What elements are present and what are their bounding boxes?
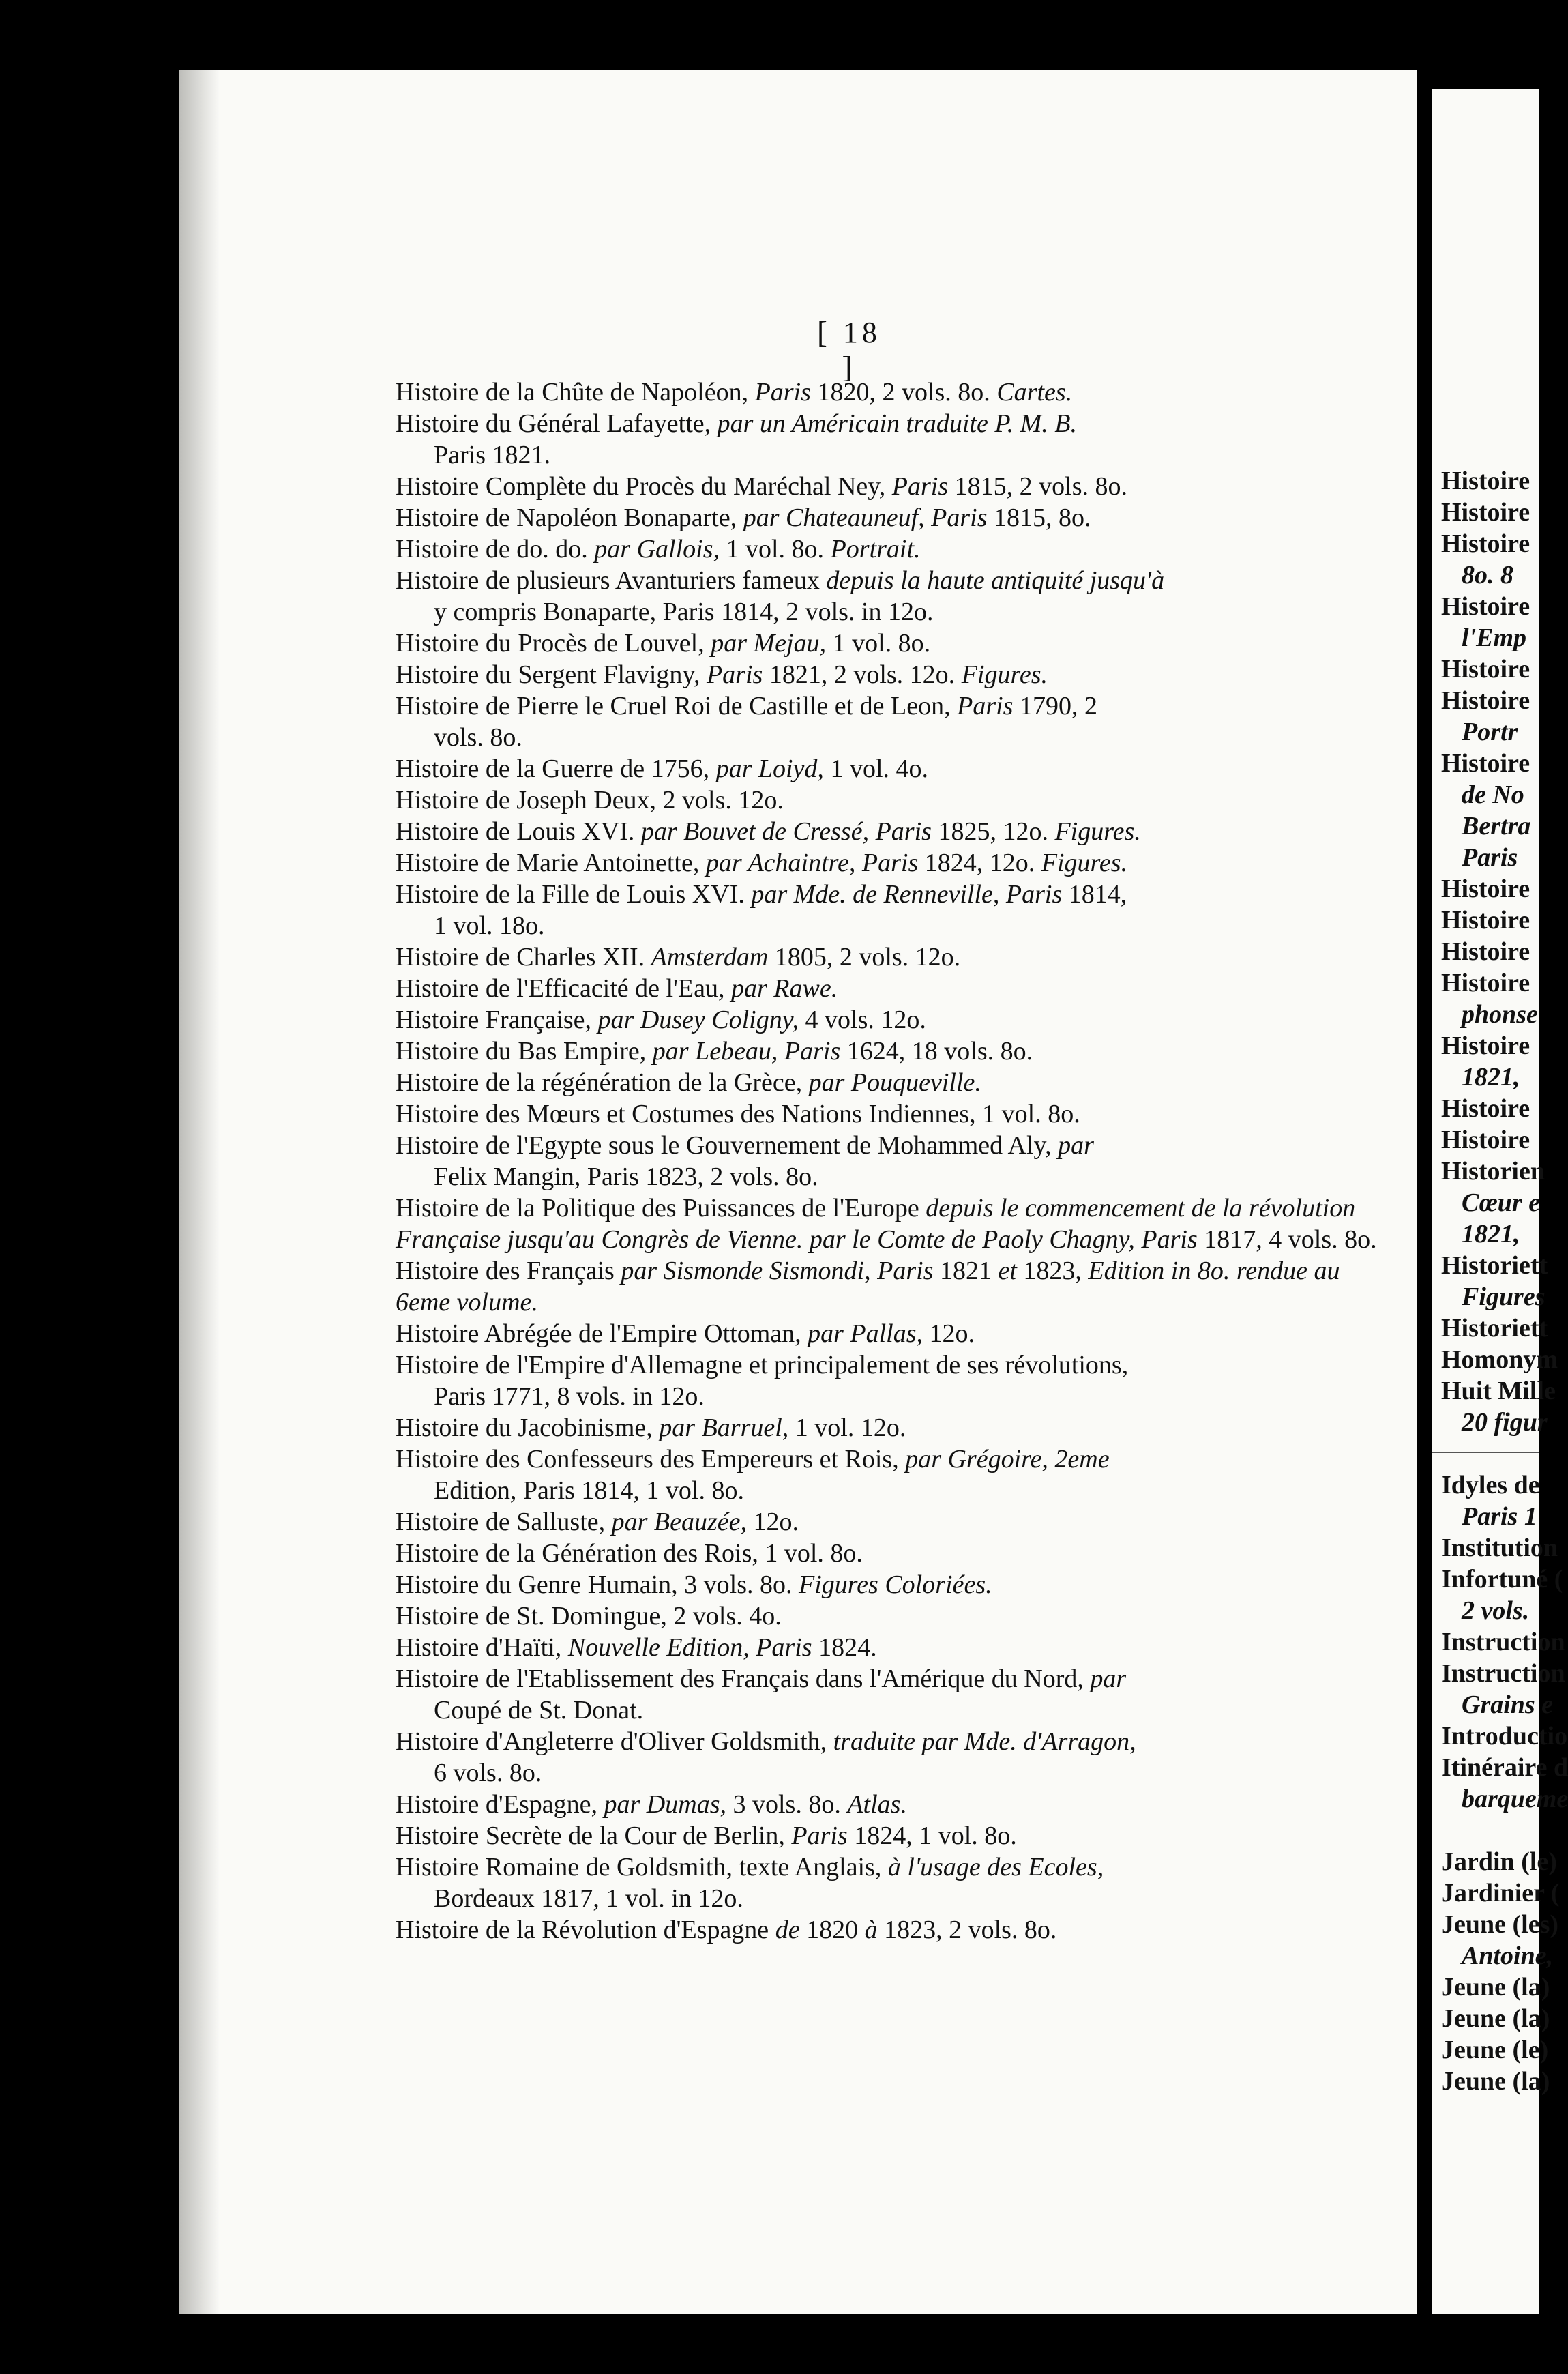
entry-text: Histoire Romaine de Goldsmith, texte Anglais, [396,1853,888,1881]
entry-continuation: 1 vol. 18o. [434,911,545,940]
adjacent-page-line: Jeune (la) [1441,1973,1550,2002]
entry-italic-text: par Mejau, [711,629,827,658]
entry-text: Histoire du Procès de Louvel, [396,629,711,658]
entry-italic-text: par Mde. de Renneville, Paris [751,880,1063,909]
entry-italic-text: Edition in 8o. rendue au 6eme volume. [396,1257,1340,1317]
entry-continuation: vols. 8o. [434,723,522,752]
adjacent-page-line: Histoire [1441,655,1530,684]
catalogue-entry [396,1632,1398,1663]
adjacent-page-line: Histoire [1441,906,1530,935]
entry-text: Histoire Abrégée de l'Empire Ottoman, [396,1319,808,1348]
adjacent-page-line: 1821, [1462,1063,1520,1091]
catalogue-entry [396,1506,1398,1538]
entry-italic-text: par Pallas, [808,1319,923,1348]
catalogue-entry [396,1569,1398,1600]
adjacent-page-line: Jeune (le) [1441,2036,1549,2064]
catalogue-entry [396,879,1398,941]
catalogue-entry [396,1098,1398,1130]
adjacent-page-line: Homonym [1441,1345,1558,1374]
entry-italic-text: par Achaintre, Paris [705,849,919,877]
entry-italic-text: Paris [891,472,949,501]
entry-text: 1824, 12o. [918,849,1041,877]
entry-italic-text: par [1090,1665,1127,1693]
entry-italic-text: par Loiyd, [715,754,824,783]
entry-text: 1821, 2 vols. 12o. [763,660,962,689]
catalogue-entry [396,1036,1398,1067]
entry-text: Histoire de Charles XII. [396,943,651,971]
entry-italic-text: Portrait. [830,535,921,563]
entry-text: 1825, 12o. [931,817,1055,846]
entry-text: Histoire de l'Egypte sous le Gouvernement de Mohammed Aly, [396,1131,1059,1160]
catalogue-entry [396,377,1398,408]
catalogue-entry [396,690,1398,753]
page-gutter [1417,70,1432,2314]
entry-text: Histoire de la Chûte de Napoléon, [396,378,755,407]
entry-italic-text: par Bouvet de Cressé, Paris [640,817,932,846]
entry-text: Histoire de la Politique des Puissances de l'Europe [396,1194,926,1222]
entry-text: Histoire du Bas Empire, [396,1037,653,1066]
adjacent-page-line: Histoire [1441,467,1530,495]
entry-continuation: 6 vols. 8o. [434,1759,542,1787]
entry-text: 1815, 2 vols. 8o. [948,472,1128,501]
entry-italic-text: par Sismonde Sismondi, Paris [621,1257,934,1285]
adjacent-page-line: Itinéraire d [1441,1753,1568,1782]
adjacent-page-line: Paris 1 [1462,1502,1537,1531]
entry-text: Histoire d'Haïti, [396,1633,568,1662]
entry-italic-text: Atlas. [847,1790,907,1819]
adjacent-page-line: Jardinier ( [1441,1879,1560,1907]
entry-italic-text: par Dumas, [604,1790,726,1819]
entry-text: 1817, 4 vols. 8o. [1197,1225,1377,1254]
entry-text: Histoire d'Angleterre d'Oliver Goldsmith, [396,1727,833,1756]
entry-text: 1815, 8o. [987,503,1091,532]
entry-italic-text: par Beauzée, [611,1508,748,1536]
adjacent-page-line: de No [1462,780,1524,809]
adjacent-page-line: Historiett [1441,1251,1548,1280]
adjacent-page-line: Jeune (la) [1441,2067,1550,2096]
adjacent-page-line: Histoire [1441,592,1530,621]
catalogue-entry [396,1538,1398,1569]
catalogue-entry [396,973,1398,1004]
entry-italic-text: par [1058,1131,1094,1160]
adjacent-page-line: Histoire [1441,686,1530,715]
catalogue-entry [396,1789,1398,1820]
entry-text: Histoire de plusieurs Avanturiers fameux [396,566,827,595]
catalogue-entry [396,1663,1398,1726]
page-number: [ 18 ] [817,316,881,384]
adjacent-page-line: Cœur e [1462,1188,1541,1217]
entry-italic-text: Figures. [1041,849,1128,877]
adjacent-page-line: Portr [1462,718,1518,746]
entry-text: Histoire de St. Domingue, 2 vols. 4o. [396,1602,782,1630]
entry-italic-text: par Gallois, [594,535,720,563]
entry-text: Histoire de la Révolution d'Espagne [396,1916,775,1944]
adjacent-page-line: Instruction [1441,1628,1565,1656]
entry-text: 1820 [799,1916,865,1944]
entry-italic-text: Figures Coloriées. [799,1570,992,1599]
entry-text: 1823, [1016,1257,1089,1285]
entry-italic-text: Paris [754,378,811,407]
entry-italic-text: depuis le commencement de la révolution Française jusqu'au Congrès de Vienne. par le Comte de Paoly Chagny, Paris [396,1194,1356,1254]
adjacent-page-line: Histoire [1441,1094,1530,1123]
section-rule [1432,1452,1539,1453]
catalogue-entry [396,565,1398,628]
entry-text: 12o. [923,1319,975,1348]
entry-text: 1824, 1 vol. 8o. [847,1821,1017,1850]
catalogue-entry [396,1318,1398,1349]
adjacent-page-lines [1441,465,1568,2097]
entry-text: Histoire de l'Etablissement des Français dans l'Amérique du Nord, [396,1665,1091,1693]
catalogue-entry [396,785,1398,816]
adjacent-page-line: Infortuné ( [1441,1565,1563,1594]
catalogue-entry [396,1851,1398,1914]
adjacent-page-line: Bertra [1462,812,1531,840]
entry-text: 1 vol. 12o. [788,1413,906,1442]
adjacent-page-line: Histoire [1441,749,1530,778]
catalogue-entry [396,753,1398,785]
entry-text: 1 vol. 4o. [823,754,928,783]
catalogue-entry [396,1004,1398,1036]
entry-italic-text: Figures. [1054,817,1141,846]
entry-text: 1821 [933,1257,999,1285]
entry-continuation: Paris 1771, 8 vols. in 12o. [434,1382,705,1411]
entry-text: Histoire de l'Empire d'Allemagne et principalement de ses révolutions, [396,1351,1129,1379]
adjacent-page-line: Jeune (la) [1441,2004,1550,2033]
catalogue-entry [396,1412,1398,1444]
catalogue-entries [396,377,1398,1946]
adjacent-page-line: Institution [1441,1534,1558,1562]
entry-text: Histoire de Pierre le Cruel Roi de Castille et de Leon, [396,692,958,720]
entry-text: Histoire du Sergent Flavigny, [396,660,707,689]
adjacent-page-fragment [1432,89,1568,2314]
catalogue-entry [396,1726,1398,1789]
entry-italic-text: par Dusey Coligny, [597,1006,799,1034]
entry-text: Histoire de l'Efficacité de l'Eau, [396,974,732,1003]
adjacent-page-line: Introductio [1441,1722,1568,1750]
adjacent-page-line: Antoine, [1462,1941,1554,1970]
entry-text: 1 vol. 8o. [720,535,831,563]
entry-text: Histoire de la Fille de Louis XVI. [396,880,752,909]
entry-text: Histoire du Général Lafayette, [396,409,718,438]
adjacent-page-line: Paris [1462,843,1518,872]
entry-italic-text: par Grégoire, 2eme [905,1445,1110,1474]
adjacent-page-line: Grains e [1462,1690,1554,1719]
entry-continuation: Bordeaux 1817, 1 vol. in 12o. [434,1884,743,1913]
entry-text: Histoire de Louis XVI. [396,817,641,846]
entry-italic-text: Cartes. [996,378,1073,407]
catalogue-entry [396,847,1398,879]
entry-text: 1824. [812,1633,877,1662]
entry-text: Histoire Secrète de la Cour de Berlin, [396,1821,792,1850]
adjacent-page-line: Histoire [1441,1031,1530,1060]
entry-italic-text: par Pouqueville. [808,1068,981,1097]
entry-italic-text: Figures. [961,660,1048,689]
entry-text: 1814, [1062,880,1127,909]
adjacent-page-line: Histoire [1441,937,1530,966]
entry-text: 3 vols. 8o. [726,1790,848,1819]
adjacent-page-line: phonse [1462,1000,1538,1029]
adjacent-page-line: Jeune (les) [1441,1910,1559,1939]
entry-text: 1790, 2 [1013,692,1097,720]
entry-italic-text: Paris [791,1821,848,1850]
catalogue-entry [396,408,1398,471]
catalogue-entry [396,628,1398,659]
entry-italic-text: par Lebeau, Paris [652,1037,841,1066]
entry-italic-text: Amsterdam [651,943,769,971]
entry-text: Histoire du Jacobinisme, [396,1413,660,1442]
entry-continuation: y compris Bonaparte, Paris 1814, 2 vols. in 12o. [434,598,934,626]
entry-italic-text: Nouvelle Edition, Paris [567,1633,812,1662]
adjacent-page-line: 20 figur [1462,1408,1548,1437]
entry-italic-text: par un Américain traduite P. M. B. [717,409,1078,438]
entry-text: 1823, 2 vols. 8o. [877,1916,1057,1944]
entry-italic-text: à l'usage des Ecoles, [887,1853,1104,1881]
catalogue-entry [396,1914,1398,1946]
entry-italic-text: depuis la haute antiquité jusqu'à [826,566,1165,595]
adjacent-page-line: Jardin (le) [1441,1847,1557,1876]
entry-italic-text: Paris [957,692,1014,720]
entry-text: 4 vols. 12o. [799,1006,926,1034]
adjacent-page-line: Histoire [1441,498,1530,527]
entry-text: 12o. [747,1508,799,1536]
adjacent-page-line: l'Emp [1462,624,1527,652]
entry-text: Histoire Française, [396,1006,598,1034]
catalogue-entry [396,471,1398,502]
entry-continuation: Paris 1821. [434,441,550,469]
entry-text: 1805, 2 vols. 12o. [768,943,961,971]
entry-italic-text: à [864,1916,878,1944]
catalogue-entry [396,1444,1398,1506]
catalogue-entry [396,1600,1398,1632]
adjacent-page-line: 1821, [1462,1220,1520,1248]
entry-text: Histoire de la régénération de la Grèce, [396,1068,809,1097]
entry-text: Histoire du Genre Humain, 3 vols. 8o. [396,1570,799,1599]
adjacent-page-line: Huit Mille [1441,1377,1556,1405]
entry-italic-text: par Barruel, [659,1413,789,1442]
adjacent-page-line: Historiett [1441,1314,1548,1343]
entry-italic-text: par Chateauneuf, Paris [743,503,988,532]
adjacent-page-line: 2 vols. [1462,1596,1530,1625]
entry-text: Histoire d'Espagne, [396,1790,604,1819]
catalogue-entry [396,659,1398,690]
entry-text: 1820, 2 vols. 8o. [810,378,997,407]
catalogue-entry [396,533,1398,565]
adjacent-page-line: Instruction [1441,1659,1565,1688]
adjacent-page-line: Historien [1441,1157,1545,1186]
entry-italic-text: Paris [706,660,763,689]
entry-italic-text: et [998,1257,1017,1285]
entry-continuation: Felix Mangin, Paris 1823, 2 vols. 8o. [434,1162,818,1191]
adjacent-page-line: Histoire [1441,875,1530,903]
catalogue-entry [396,941,1398,973]
entry-text: 1624, 18 vols. 8o. [840,1037,1033,1066]
adjacent-page-line: Histoire [1441,969,1530,997]
entry-text: Histoire de Salluste, [396,1508,612,1536]
entry-text: Histoire de Napoléon Bonaparte, [396,503,743,532]
entry-text: Histoire de la Génération des Rois, 1 vol. 8o. [396,1539,863,1568]
entry-italic-text: par Rawe. [731,974,838,1003]
adjacent-page-line: Histoire [1441,1126,1530,1154]
catalogue-entry [396,502,1398,533]
entry-italic-text: de [775,1916,800,1944]
catalogue-entry [396,1067,1398,1098]
entry-text: Histoire de do. do. [396,535,595,563]
entry-text: Histoire des Mœurs et Costumes des Nations Indiennes, 1 vol. 8o. [396,1100,1080,1128]
entry-continuation: Coupé de St. Donat. [434,1696,644,1725]
adjacent-page-line: 8o. 8 [1462,561,1513,589]
entry-text: Histoire de la Guerre de 1756, [396,754,716,783]
catalogue-entry [396,1820,1398,1851]
entry-text: Histoire de Joseph Deux, 2 vols. 12o. [396,786,784,815]
adjacent-page-line: Idyles de [1441,1471,1540,1499]
entry-italic-text: traduite par Mde. d'Arragon, [833,1727,1136,1756]
entry-text: Histoire Complète du Procès du Maréchal Ney, [396,472,892,501]
entry-text: Histoire des Français [396,1257,621,1285]
entry-continuation: Edition, Paris 1814, 1 vol. 8o. [434,1476,744,1505]
entry-text: Histoire de Marie Antoinette, [396,849,706,877]
entry-text: Histoire des Confesseurs des Empereurs et Rois, [396,1445,906,1474]
adjacent-page-line: Figures [1462,1283,1545,1311]
adjacent-page-line: Histoire [1441,529,1530,558]
adjacent-page-line: barqueme [1462,1785,1568,1813]
catalogue-entry [396,816,1398,847]
catalogue-entry [396,1255,1398,1318]
catalogue-entry [396,1349,1398,1412]
catalogue-entry [396,1192,1398,1255]
entry-text: 1 vol. 8o. [826,629,931,658]
catalogue-entry [396,1130,1398,1192]
